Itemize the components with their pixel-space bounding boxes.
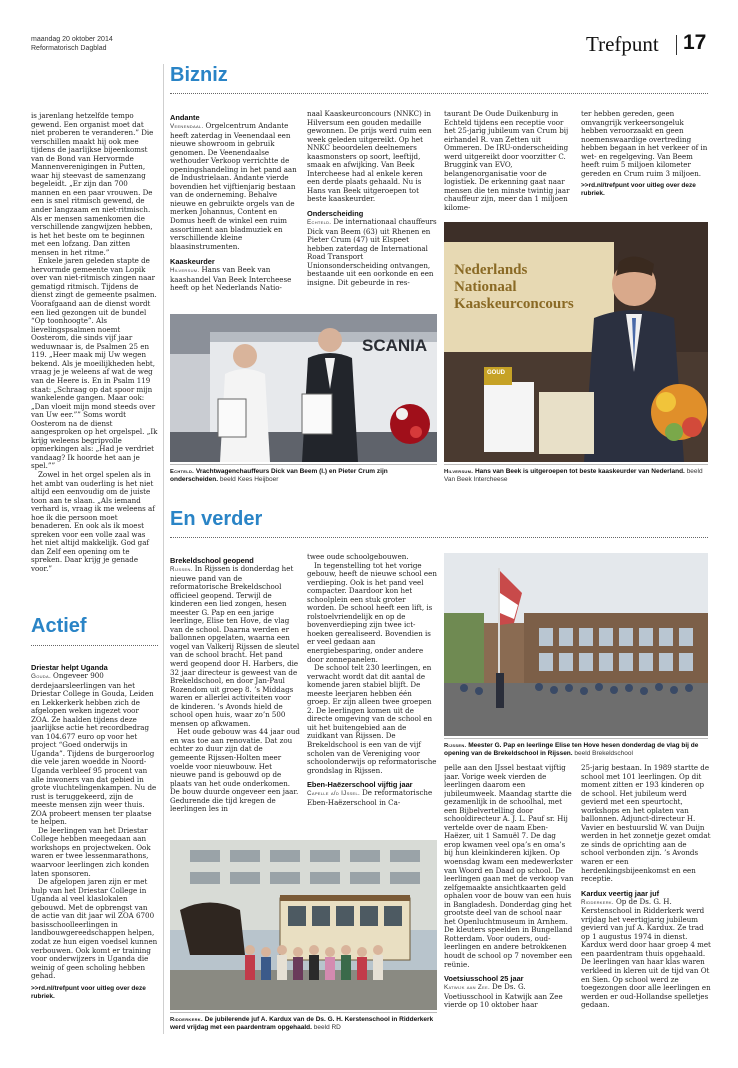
photo-cheese-judge xyxy=(444,222,708,462)
caption-text: Vrachtwagenchauffeurs Dick van Beem (l.) en Pieter Crum zijn onderscheiden. xyxy=(170,468,388,484)
paragraph: twee oude schoolgebouwen. xyxy=(307,553,409,561)
paragraph: Op de Ds. G. H. Kerstenschool in Ridderkerk werd vrijdag het veertigjarig jubileum gevierd van juf A. Kardux. Ze trad op 1 augustus 1974 in dienst. Kardux werd door haar groep 4 met een paardentram thuis opgehaald. De leerlingen van haar klas waren verkleed in kleren uit de tijd van Ot en Sien. Op school werd ze toegezongen door alle leerlingen en werden er oud-Hollandse spelletjes gedaan. xyxy=(581,896,711,1010)
article-heading: Brekeldschool geopend xyxy=(170,556,254,565)
paragraph: is jarenlang hetzelfde tempo gewend. Een organist moet dat niet proberen te veranderen.” Die verschillen maakt hij ook mee tijdens de jaarlijkse bijeenkomst van de Bond van Hervormde Mannenverenigingen in Putten, waar hij steevast de samenzang begeleidt. „Er zijn dan 700 mannen en een paar vrouwen. De een is snel ritmisch gewend, de ander langzaam en niet-ritmisch. Als er mensen samenkomen die verschillende zangwijzen hebben, is het het beste om te beginnen met een lofzang. Dan zitten mensen in het ritme.” xyxy=(31,112,154,257)
newspaper-name: Reformatorisch Dagblad xyxy=(31,45,107,52)
column-rule xyxy=(163,64,164,1034)
rubric-link[interactable]: >>rd.nl/trefpunt voor uitleg over deze rubriek. xyxy=(31,984,146,1000)
dateline: Veenendaal. xyxy=(170,123,204,130)
article-voetius-kardux xyxy=(581,764,711,1036)
dateline: Katwijk aan Zee. xyxy=(444,984,491,992)
caption-dateline: Ridderkerk. xyxy=(170,1017,203,1023)
dateline: Hilversum. xyxy=(170,267,200,275)
paragraph: 25-jarig bestaan. In 1989 startte de school met 101 leerlingen. Op dit moment zitten er 193 kinderen op de school. Het jubileum werd gevierd met een speurtocht, workshops en het oplaten van ballonnen. Adjunct-directeur H. Vavier en bestuurslid W. van Duijn werden in het zonnetje gezet omdat ze sinds de oprichting aan de school verbonden zijn. ’s Avonds waren er een herdenkingsbijeenkomst en een receptie. xyxy=(581,764,711,884)
article-heading: Andante xyxy=(170,113,200,122)
caption-truck xyxy=(170,464,437,486)
caption-dateline: Echteld. xyxy=(170,469,195,475)
paragraph: Het oude gebouw was 44 jaar oud en was toe aan renovatie. Dat zou echter zo duur zijn dat de gemeente Rijssen-Holten meer voelde voor nieuwbouw. Het nieuwe pand is gebouwd op de plaats van het oude onderkomen. De bouw duurde ongeveer een jaar. Gedurende die tijd kregen de leerlingen les in xyxy=(170,727,300,814)
paragraph: naal Kaaskeurconcours (NNKC) in Hilversum een gouden medaille gewonnen. De prijs werd ruim een week geleden uitgereikt. Op het NNKC beoordelen deelnemers kaasmonsters op soort, leeftijd, smaak en afwijking. Van Beek Intercheese had al enkele keren een derde plaats gehaald. Nu is Hans van Beek uitgeroepen tot beste kaaskeurder. xyxy=(307,110,432,204)
section-title-en-verder: En verder xyxy=(170,508,263,530)
banner-text: Nationaal xyxy=(454,279,517,295)
article-heading: Kardux veertig jaar juf xyxy=(581,888,660,898)
paragraph: Ongeveer 900 derdejaarsleerlingen van het Driestar College in Gouda, Leiden en Lekkerkerk hebben zich de afgelopen weken ingezet voor ZOA. Ze haalden tijdens deze jaarlijkse actie het recordbedrag van 104.677 euro op voor het project “Goed onderwijs in Uganda”. Tijdens de burgeroorlog die vele jaren woedde in Noord-Uganda verbleef 95 procent van alle inwoners van dat gebied in grote vluchtelingenkampen. Nu de rust is teruggekeerd, zijn de meeste mensen zijn weer thuis. ZOA probeert mensen ter plaatse te helpen. xyxy=(31,671,157,827)
paragraph: Orgelcentrum Andante heeft zaterdag in Veenendaal een nieuwe showroom in gebruik genomen. De Veenendaalse wethouder Verkoop verrichtte de openingshandeling in het pand aan de Industrielaan. Andante vierde bovendien het vijftienjarig bestaan van de onderneming. Behalve nieuwe en gebruikte orgels van de merken Johannus, Content en Domus heeft de winkel een ruim assortiment aan bladmuziek en verschillende kleine blaasinstrumenten. xyxy=(170,121,297,251)
article-heading: Driestar helpt Uganda xyxy=(31,663,108,672)
divider-actief xyxy=(31,645,158,646)
section-title-actief: Actief xyxy=(31,615,87,637)
dateline: Gouda. xyxy=(31,673,52,680)
caption-cheese xyxy=(444,464,708,486)
dateline: Rijssen. xyxy=(170,566,193,573)
dateline: Echteld. xyxy=(307,219,332,227)
dateline: Ridderkerk. xyxy=(581,898,614,906)
paragraph: De reformatorische Eben-Haëzerschool in Ca- xyxy=(307,788,433,807)
caption-tram xyxy=(170,1012,437,1034)
article-heading: Eben-Haëzerschool vijftig jaar xyxy=(307,780,413,790)
article-brekeldschool-cont xyxy=(307,553,437,835)
paragraph: De leerlingen van het Driestar College hebben meegedaan aan workshops en projectweken. Ook waren er twee lessenmarathons, waarvoor leerlingen zich konden laten sponsoren. xyxy=(31,825,151,878)
article-driestar xyxy=(31,660,158,1032)
caption-text: Hans van Beek is uitgeroepen tot beste kaaskeurder van Nederland. xyxy=(474,468,685,475)
photo-credit: beeld Brekeldschool xyxy=(574,750,633,758)
issue-date: maandag 20 oktober 2014 xyxy=(31,36,113,43)
photo-credit: beeld Kees Heijboer xyxy=(219,476,279,484)
section-title-bizniz: Bizniz xyxy=(170,64,228,86)
article-brekeldschool xyxy=(170,553,300,835)
paragraph: De Ds. G. Voetiusschool in Katwijk aan Zee vierde op 10 oktober haar xyxy=(444,982,563,1010)
photo-credit: beeld RD xyxy=(313,1024,341,1032)
banner-text: Kaaskeurconcours xyxy=(454,296,574,312)
caption-dateline: Rijssen. xyxy=(444,743,467,749)
paragraph: In Rijssen is donderdag het nieuwe pand van de reformatorische Brekeldschool officieel geopend. Terwijl de kinderen een lied zongen, hesen meester G. Pap en een jarige leerlinge, Elise ten Hove, de vlag van de school. Daarna werden er ballonnen opgelaten, waarna een vogel van Valkerij Rijssen de sleutel van de school bracht. Het pand werd geopend door H. Harbers, die 32 jaar directeur is geweest van de Brekeldschool, en door Jan-Paul Rozendom uit groep 8. ’s Middags waren er allerlei activiteiten voor de kinderen. ’s Avonds hield de school open huis, waar zo’n 500 mensen op afkwamen. xyxy=(170,564,300,728)
photo-horse-tram xyxy=(170,840,437,1010)
paragraph: pelle aan den IJssel bestaat vijftig jaar. Vorige week vierden de leerlingen daarom een jubileumweek. Maandag startte die gezamenlijk in de schoolhal, met een Bijbelvertelling door schooldirecteur A. J. L. Pauf sr. Hij vertelde over de naam Eben-Haëzer, uit 1 Samuël 7. De dag erop kwamen veel opa’s en oma’s bij hun kleinkinderen kijken. Op woensdag kwam een medewerkster van Woord en Daad op school. De leerlingen gaan met de verkoop van zelfgemaakte ansichtkaarten geld ophalen voor de bouw van een huis in Bangladesh. Donderdag ging het grootste deel van de school naar het Openluchtmuseum in Arnhem. De kleuters speelden in Bungelland Rotterdam. Voor ouders, oud-leerlingen en andere betrokkenen houdt de school op 7 november een reünie. xyxy=(444,764,574,969)
article-kaaskeurder xyxy=(307,110,437,310)
article-heading: Onderscheiding xyxy=(307,209,364,219)
gold-badge: GOUD xyxy=(487,370,505,376)
article-andante xyxy=(170,110,300,310)
caption-text: De jubilerende juf A. Kardux van de Ds. G. H. Kerstenschool in Ridderkerk werd vrijdag met een paardentram opgehaald. xyxy=(170,1016,434,1032)
paragraph: ter hebben gereden, geen omvangrijk verkeersongeluk hebben veroorzaakt en geen noemenswaardige overtreding hebben begaan in het verkeer of in wet- en regelgeving. Van Beem heeft ruim 5 miljoen kilometer gereden en Crum ruim 3 miljoen. xyxy=(581,110,708,178)
caption-dateline: Hilversum. xyxy=(444,469,474,475)
paragraph: De afgelopen jaren zijn er met hulp van het Driestar College in Uganda al veel klaslokalen gebouwd. Met de opbrengst van de actie van dit jaar wil ZOA 6700 basisschoolleerlingen in landbouwgereedschappen helpen, zodat ze hun eigen voedsel kunnen verbouwen. Ook komt er training voor onderwijzers in Uganda die weinig of geen scholing hebben gehad. xyxy=(31,877,158,981)
paragraph: Zowel in het orgel spelen als in het ambt van ouderling is het niet altijd een eenvoudig om de juiste toon aan te slaan. „Als iemand verhard is, vraag ik me weleens af hoe ik die persoon moet benaderen. En ook als ik moest spreken voor een volle zaal was het niet altijd makkelijk. God gaf dan Zelf een opening om te spreken. Daar krijg je genade voor.” xyxy=(31,469,155,573)
paragraph: De internationaal chauffeurs Dick van Beem (63) uit Rhenen en Pieter Crum (47) uit Elspeet hebben zaterdag de International Road Transport Unionsonderscheiding ontvangen, bestaande uit een oorkonde en een insigne. Dit gebeurde in res- xyxy=(307,217,437,287)
header-separator xyxy=(676,35,677,55)
divider-bizniz xyxy=(170,93,708,94)
banner-text: Nederlands xyxy=(454,262,528,278)
photo-credit: beeld Van Beek Intercheese xyxy=(444,468,703,484)
divider-en-verder xyxy=(170,537,708,538)
truck-brand: SCANIA xyxy=(362,336,428,355)
article-heading: Voetsiusschool 25 jaar xyxy=(444,974,524,984)
photo-truck-drivers xyxy=(170,314,437,462)
paragraph: De school telt 230 leerlingen, en verwacht wordt dat dit aantal de komende jaren stabiel blijft. De meeste leerjaren hebben één groep. Er zijn alleen twee groepen 2. De leerlingen komen uit de directe omgeving van de school en uit het buitengebied aan de zuidkant van Rijssen. De Brekeldschool is een van de vijf scholen van de Vereniging voor schoolonderwijs op reformatorische grondslag in Rijssen. xyxy=(307,663,437,775)
paragraph: Enkele jaren geleden stapte de hervormde gemeente van Lopik over van niet-ritmisch zingen naar gematigd ritmisch. Tijdens de dienst zingt de gemeente psalmen. Voorafgaand aan de dienst wordt een lied gezongen uit de bundel “Op toonhoogte”. Als lievelingspsalmen noemt Oosterom, die sinds vijf jaar weduwnaar is, de Psalmen 25 en 119. „Heer maak mij Uw wegen bekend. Als je moeilijkheden hebt, vraag je je weleens af wat de weg van de Heere is. En in Psalm 119 staat: „Schraag op dat spoor mijn wankelende gangen. Maar ook: „Dan vloeit mijn mond steeds over van Uw eer.”” Soms wordt Oosterom na de dienst aangesproken op het orgelspel. „Ik krijg weleens begripvolle opmerkingen als: „Had je verdriet vandaag? Ik hoorde het aan je spel.”” xyxy=(31,256,158,471)
article-eben-haezer xyxy=(444,764,574,1036)
rubric-link[interactable]: >>rd.nl/trefpunt voor uitleg over deze rubriek. xyxy=(581,182,696,198)
dateline: Capelle a/d IJssel. xyxy=(307,790,361,798)
paragraph: Hans van Beek van kaashandel Van Beek Intercheese heeft op het Nederlands Natio- xyxy=(170,265,292,293)
section-name: Trefpunt xyxy=(586,32,659,56)
paragraph: In tegenstelling tot het vorige gebouw, heeft de nieuwe school een verdieping. Ook is het pand veel compacter. Daardoor kon het schoolplein een stuk groter worden. De school heeft een lift, is rolstoelvriendelijk en op de bovenverdieping zijn twee ict-hoeken gerealiseerd. Bovendien is er veel gedaan aan energiebesparing, onder andere door zonnepanelen. xyxy=(307,560,437,664)
paragraph: taurant De Oude Duikenburg in Echteld tijdens een receptie voor het 25-jarig jubileum van Crum bij eirhandel R. van Zetten uit Ommeren. De IRU-onderscheiding werd uitgereikt door voorzitter C. Bruggink van EVO, belangenorganisatie voor de logistiek. De erkenning gaat naar mensen die ten minste twintig jaar chauffeur zijn, meer dan 1 miljoen kilome- xyxy=(444,110,570,213)
page-number: 17 xyxy=(683,31,707,54)
article-organist xyxy=(31,112,158,600)
article-onderscheiding-end xyxy=(581,110,711,220)
caption-text: Meester G. Pap en leerlinge Elise ten Hove hesen donderdag de vlag bij de opening van de Brekeldschool in Rijssen. xyxy=(444,742,699,758)
photo-school-opening xyxy=(444,553,708,736)
article-heading: Kaaskeurder xyxy=(170,257,215,267)
caption-school xyxy=(444,738,708,760)
